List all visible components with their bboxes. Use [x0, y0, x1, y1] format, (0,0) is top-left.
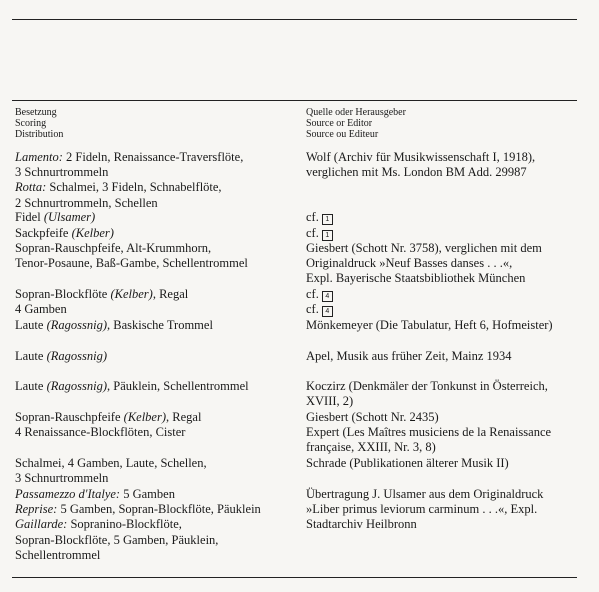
- text-line: 4 Gamben: [15, 302, 67, 316]
- scoring-entry: [15, 425, 185, 440]
- italic-text: (Kelber): [110, 287, 153, 301]
- source-entry: [306, 210, 333, 225]
- text-line: Sopran-Rauschpfeife (Kelber), Regal: [15, 410, 202, 424]
- text-line: Lamento: 2 Fideln, Renaissance-Traversflöte,: [15, 150, 244, 164]
- text-line: Fidel (Ulsamer): [15, 210, 96, 224]
- text-line: Sackpfeife (Kelber): [15, 226, 114, 240]
- text-line: Sopran-Blockflöte (Kelber), Regal: [15, 287, 189, 301]
- text-line: Koczirz (Denkmäler der Tonkunst in Österreich,: [306, 379, 548, 393]
- source-entry: [306, 318, 553, 333]
- text-line: Giesbert (Schott Nr. 2435): [306, 410, 439, 424]
- italic-text: Passamezzo d'Italye:: [15, 487, 121, 501]
- scoring-entry: [15, 226, 114, 241]
- header-label-fr: Source ou Editeur: [306, 129, 379, 140]
- top-rule: [12, 19, 577, 20]
- scoring-entry: [15, 456, 207, 486]
- scoring-entry: [15, 210, 95, 225]
- scoring-entry: [15, 487, 261, 563]
- boxed-reference-number: 4: [322, 291, 333, 302]
- header-label-en: Source or Editor: [306, 118, 373, 129]
- boxed-reference-number: 4: [322, 306, 333, 317]
- boxed-reference-number: 1: [322, 230, 333, 241]
- text-line: Laute (Ragossnig), Päuklein, Schellentrommel: [15, 379, 249, 393]
- text-line: cf. 4: [306, 302, 333, 317]
- source-entry: [306, 302, 333, 317]
- header-label-de: Besetzung: [15, 107, 57, 118]
- text-line: Laute (Ragossnig): [15, 349, 108, 363]
- text-line: Stadtarchiv Heilbronn: [306, 517, 417, 532]
- text-line: cf. 1: [306, 226, 333, 241]
- text-line: Expl. Bayerische Staatsbibliothek München: [306, 271, 526, 286]
- scoring-entry: [15, 318, 213, 333]
- text-line: Sopran-Rauschpfeife, Alt-Krummhorn,: [15, 241, 212, 255]
- italic-text: (Ragossnig): [46, 349, 108, 363]
- scoring-column-header: [15, 107, 63, 140]
- text-line: Passamezzo d'Italye: 5 Gamben: [15, 487, 175, 501]
- source-entry: [306, 456, 509, 471]
- text-line: Schellentrommel: [15, 547, 101, 562]
- scoring-entry: [15, 302, 67, 317]
- header-label-en: Scoring: [15, 118, 47, 129]
- source-entry: [306, 425, 551, 455]
- text-line: verglichen mit Ms. London BM Add. 29987: [306, 165, 527, 180]
- scoring-entry: [15, 150, 243, 211]
- text-line: »Liber primus leviorum carminum . . .«, Expl.: [306, 502, 538, 517]
- bottom-rule: [12, 577, 577, 578]
- source-entry: [306, 410, 439, 425]
- text-line: Wolf (Archiv für Musikwissenschaft I, 1918),: [306, 150, 536, 164]
- source-entry: [306, 287, 333, 302]
- scoring-entry: [15, 287, 188, 302]
- text-line: Tenor-Posaune, Baß-Gambe, Schellentrommel: [15, 256, 248, 271]
- source-entry: [306, 487, 543, 533]
- text-line: cf. 4: [306, 287, 333, 302]
- text-line: Reprise: 5 Gamben, Sopran-Blockflöte, Päuklein: [15, 502, 261, 517]
- text-line: Laute (Ragossnig), Baskische Trommel: [15, 318, 213, 332]
- text-line: 2 Schnurtrommeln, Schellen: [15, 195, 158, 210]
- scoring-entry: [15, 410, 201, 425]
- italic-text: Lamento:: [15, 150, 63, 164]
- boxed-reference-number: 1: [322, 214, 333, 225]
- text-line: Expert (Les Maîtres musiciens de la Renaissance: [306, 425, 552, 439]
- text-line: Mönkemeyer (Die Tabulatur, Heft 6, Hofmeister): [306, 318, 553, 332]
- source-entry: [306, 241, 542, 287]
- text-line: Giesbert (Schott Nr. 3758), verglichen mit dem: [306, 241, 542, 255]
- italic-text: (Ulsamer): [43, 210, 96, 224]
- italic-text: (Kelber): [71, 226, 114, 240]
- text-line: cf. 1: [306, 210, 333, 225]
- italic-text: Rotta:: [15, 180, 47, 195]
- scoring-entry: [15, 379, 249, 394]
- header-label-de: Quelle oder Herausgeber: [306, 107, 406, 118]
- italic-text: Gaillarde:: [15, 517, 68, 532]
- text-line: Apel, Musik aus früher Zeit, Mainz 1934: [306, 349, 512, 363]
- source-entry: [306, 150, 535, 180]
- text-line: Sopran-Blockflöte, 5 Gamben, Päuklein,: [15, 532, 219, 547]
- text-line: Gaillarde: Sopranino-Blockflöte,: [15, 517, 182, 532]
- italic-text: Reprise:: [15, 502, 58, 517]
- source-entry: [306, 379, 548, 409]
- header-label-fr: Distribution: [15, 129, 64, 140]
- text-line: Schrade (Publikationen älterer Musik II): [306, 456, 509, 470]
- scoring-entry: [15, 241, 248, 271]
- text-line: 3 Schnurtrommeln: [15, 471, 109, 486]
- scoring-entry: [15, 349, 107, 364]
- text-line: Übertragung J. Ulsamer aus dem Originaldruck: [306, 487, 544, 501]
- italic-text: (Kelber): [123, 410, 167, 424]
- text-line: Schalmei, 4 Gamben, Laute, Schellen,: [15, 456, 207, 470]
- text-line: 4 Renaissance-Blockflöten, Cister: [15, 425, 186, 439]
- text-line: XVIII, 2): [306, 394, 354, 409]
- source-entry: [306, 349, 512, 364]
- text-line: Originaldruck »Neuf Basses danses . . .«,: [306, 256, 513, 271]
- text-line: 3 Schnurtrommeln: [15, 165, 109, 180]
- header-rule: [12, 100, 577, 101]
- text-line: française, XXIII, Nr. 3, 8): [306, 440, 436, 455]
- source-column-header: [306, 107, 406, 140]
- italic-text: (Ragossnig): [46, 318, 108, 332]
- text-line: Rotta: Schalmei, 3 Fideln, Schnabelflöte,: [15, 180, 222, 195]
- source-entry: [306, 226, 333, 241]
- italic-text: (Ragossnig): [46, 379, 108, 393]
